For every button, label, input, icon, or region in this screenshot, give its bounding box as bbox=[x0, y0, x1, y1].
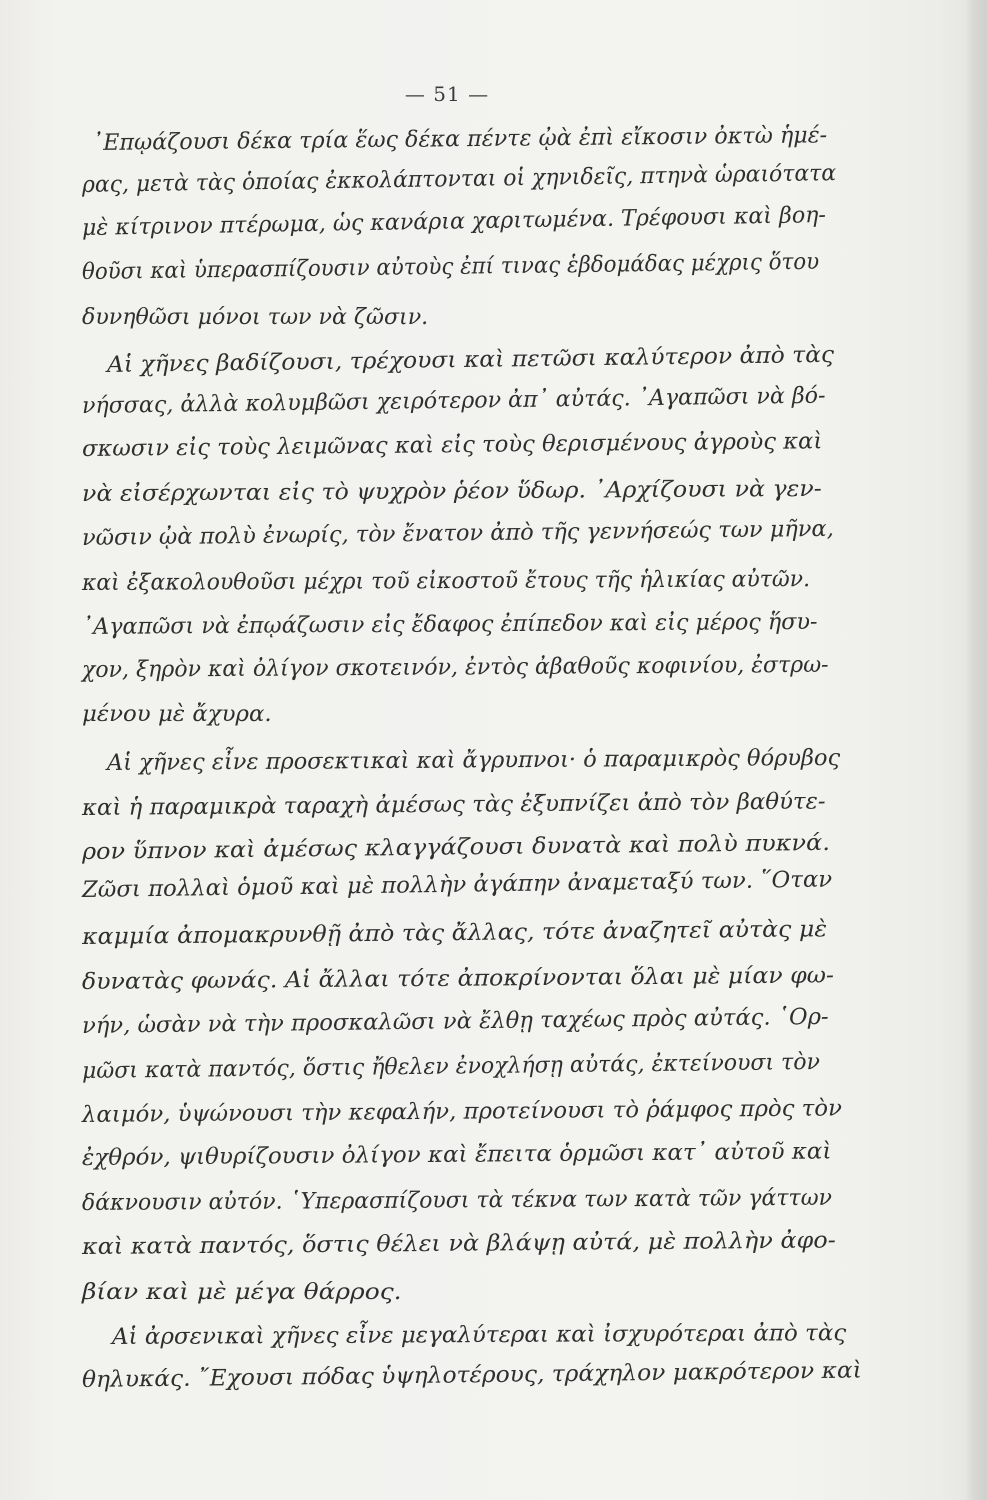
text-line: καὶ ἐξακολουθοῦσι μέχρι τοῦ εἰκοστοῦ ἔτους τῆς ἡλικίας αὐτῶν. bbox=[81, 566, 811, 596]
text-line: βίαν καὶ μὲ μέγα θάρρος. bbox=[82, 1279, 402, 1305]
text-line: σκωσιν εἰς τοὺς λειμῶνας καὶ εἰς τοὺς θερισμένους ἀγροὺς καὶ bbox=[81, 428, 823, 462]
text-line: ρας, μετὰ τὰς ὁποίας ἐκκολάπτονται οἱ χηνιδεῖς, πτηνὰ ὡραιότατα bbox=[81, 160, 837, 198]
text-line: μένου μὲ ἄχυρα. bbox=[82, 701, 272, 727]
text-line: θηλυκάς. ῎Εχουσι πόδας ὑψηλοτέρους, τράχηλον μακρότερον καὶ bbox=[81, 1357, 862, 1393]
text-line: Αἱ χῆνες εἶνε προσεκτικαὶ καὶ ἄγρυπνοι· ὁ παραμικρὸς θόρυβος bbox=[106, 744, 841, 776]
text-line: ρον ὕπνον καὶ ἀμέσως κλαγγάζουσι δυνατὰ καὶ πολὺ πυκνά. bbox=[81, 829, 831, 865]
page-number: — 51 — bbox=[404, 82, 490, 106]
text-line: μῶσι κατὰ παντός, ὅστις ἤθελεν ἐνοχλήσῃ αὐτάς, ἐκτείνουσι τὸν bbox=[81, 1048, 821, 1084]
text-line: νήσσας, ἀλλὰ κολυμβῶσι χειρότερον ἀπ᾿ αὐτάς. ᾿Αγαπῶσι νὰ βό- bbox=[81, 382, 826, 419]
text-line: καὶ κατὰ παντός, ὅστις θέλει νὰ βλάψῃ αὐτά, μὲ πολλὴν ἀφο- bbox=[81, 1227, 836, 1260]
text-line: θοῦσι καὶ ὑπερασπίζουσιν αὐτοὺς ἐπί τινας ἑβδομάδας μέχρις ὅτου bbox=[81, 248, 820, 285]
text-line: καμμία ἀπομακρυνθῇ ἀπὸ τὰς ἄλλας, τότε ἀναζητεῖ αὐτὰς μὲ bbox=[81, 916, 828, 950]
text-line: Αἱ ἀρσενικαὶ χῆνες εἶνε μεγαλύτεραι καὶ ἰσχυρότεραι ἀπὸ τὰς bbox=[111, 1320, 847, 1350]
text-line: λαιμόν, ὑψώνουσι τὴν κεφαλήν, προτείνουσι τὸ ῥάμφος πρὸς τὸν bbox=[81, 1095, 843, 1128]
text-line: νὰ εἰσέρχωνται εἰς τὸ ψυχρὸν ῥέον ὕδωρ. ᾿Αρχίζουσι νὰ γεν- bbox=[81, 475, 822, 507]
text-line: ᾿Αγαπῶσι νὰ ἐπῳάζωσιν εἰς ἔδαφος ἐπίπεδον καὶ εἰς μέρος ἥσυ- bbox=[81, 608, 818, 640]
text-line: δάκνουσιν αὐτόν. ῾Υπερασπίζουσι τὰ τέκνα των κατὰ τῶν γάττων bbox=[81, 1184, 833, 1216]
text-line: Αἱ χῆνες βαδίζουσι, τρέχουσι καὶ πετῶσι καλύτερον ἀπὸ τὰς bbox=[106, 341, 835, 378]
text-line: μὲ κίτρινον πτέρωμα, ὡς κανάρια χαριτωμένα. Τρέφουσι καὶ βοη- bbox=[81, 202, 827, 241]
text-line: καὶ ἡ παραμικρὰ ταραχὴ ἀμέσως τὰς ἐξυπνίζει ἀπὸ τὸν βαθύτε- bbox=[81, 788, 826, 821]
text-line: δυνατὰς φωνάς. Αἱ ἄλλαι τότε ἀποκρίνονται ὅλαι μὲ μίαν φω- bbox=[81, 962, 835, 995]
text-line: χον, ξηρὸν καὶ ὀλίγον σκοτεινόν, ἐντὸς ἀβαθοῦς κοφινίου, ἐστρω- bbox=[81, 651, 829, 683]
text-line: νῶσιν ᾠὰ πολὺ ἐνωρίς, τὸν ἔνατον ἀπὸ τῆς γεννήσεώς των μῆνα, bbox=[81, 515, 834, 551]
text-line: νήν, ὡσὰν νὰ τὴν προσκαλῶσι νὰ ἔλθῃ ταχέως πρὸς αὐτάς. ῾Ορ- bbox=[81, 1003, 829, 1039]
text-line: ᾿Επῳάζουσι δέκα τρία ἕως δέκα πέντε ᾠὰ ἐπὶ εἴκοσιν ὀκτὼ ἡμέ- bbox=[91, 122, 828, 156]
page-edge-shadow bbox=[965, 0, 987, 1500]
text-line: Ζῶσι πολλαὶ ὁμοῦ καὶ μὲ πολλὴν ἀγάπην ἀναμεταξύ των. ῞Οταν bbox=[81, 866, 833, 903]
text-line: ἐχθρόν, ψιθυρίζουσιν ὀλίγον καὶ ἔπειτα ὁρμῶσι κατ᾿ αὐτοῦ καὶ bbox=[81, 1138, 832, 1171]
text-line: δυνηθῶσι μόνοι των νὰ ζῶσιν. bbox=[82, 304, 429, 330]
